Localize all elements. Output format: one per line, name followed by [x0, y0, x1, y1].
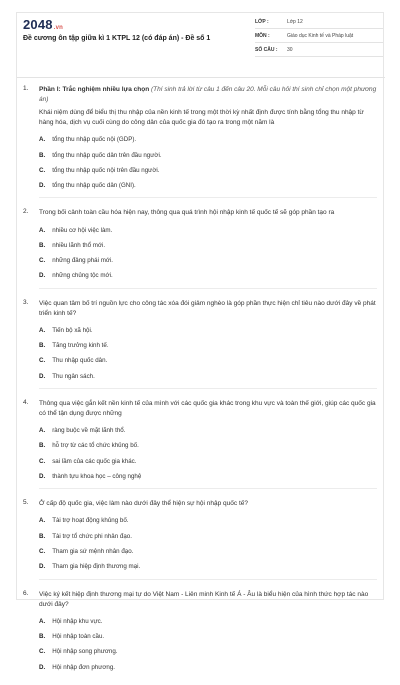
answer-option[interactable]	[39, 353, 212, 368]
answer-option[interactable]	[39, 544, 212, 559]
answer-options	[39, 614, 377, 675]
logo-suffix-text: .vn	[53, 25, 64, 31]
question-divider	[39, 488, 377, 489]
option-text: tổng thu nhập quốc dân trên đầu người.	[52, 151, 162, 159]
option-letter: A.	[39, 427, 46, 435]
site-logo[interactable]	[23, 17, 63, 32]
answer-option[interactable]	[39, 423, 212, 438]
document-header	[17, 13, 385, 75]
option-text: những đảng phái mới.	[52, 257, 114, 265]
option-letter: A.	[39, 326, 46, 334]
answer-option[interactable]	[39, 132, 212, 147]
question-list	[17, 85, 385, 685]
option-letter: B.	[39, 632, 46, 640]
option-letter: D.	[39, 663, 46, 671]
option-letter: C.	[39, 357, 46, 365]
option-letter: D.	[39, 372, 46, 380]
question-divider	[39, 579, 377, 580]
answer-options	[39, 513, 377, 574]
option-letter: A.	[39, 136, 46, 144]
option-text: ràng buộc về mặt lãnh thổ.	[52, 427, 126, 435]
document-title: Đề cương ôn tập giữa kì 1 KTPL 12 (có đáp án) - Đề số 1	[23, 35, 211, 42]
question-text: Trong bối cảnh toàn cầu hóa hiện nay, thông qua quá trình hội nhập kinh tế quốc tế sẽ góp phần tạo ra	[39, 209, 335, 217]
question-item	[17, 85, 385, 198]
question-item	[17, 499, 385, 579]
document-page	[16, 12, 384, 671]
option-letter: C.	[39, 547, 46, 555]
option-letter: C.	[39, 257, 46, 265]
option-text: Hội nhập đơn phương.	[52, 663, 116, 671]
option-text: hỗ trợ từ các tổ chức khủng bố.	[52, 442, 139, 450]
section-instruction: (Thí sinh trả lời từ câu 1 đến câu 20. Mỗi câu hỏi thí sinh chỉ chọn một phương án)	[39, 86, 377, 104]
answer-option[interactable]	[39, 323, 212, 338]
question-heading	[39, 85, 377, 105]
option-letter: D.	[39, 182, 46, 190]
document-meta-table	[255, 15, 383, 57]
question-number: 5.	[23, 499, 29, 507]
answer-option[interactable]	[39, 238, 212, 253]
answer-option[interactable]	[39, 559, 212, 574]
option-text: Hội nhập toàn cầu.	[52, 632, 105, 640]
option-text: Tham gia sứ mệnh nhân đạo.	[52, 547, 134, 555]
meta-value: 30	[287, 46, 293, 53]
question-item	[17, 590, 385, 675]
question-divider	[39, 388, 377, 389]
answer-option[interactable]	[39, 369, 212, 384]
question-number: 3.	[23, 298, 29, 306]
option-letter: C.	[39, 166, 46, 174]
question-item	[17, 208, 385, 288]
option-letter: A.	[39, 617, 46, 625]
answer-option[interactable]	[39, 469, 212, 484]
answer-option[interactable]	[39, 148, 212, 163]
question-divider	[39, 288, 377, 289]
option-text: tổng thu nhập quốc nội (GDP).	[52, 136, 137, 144]
option-text: Tăng trưởng kinh tế.	[52, 342, 109, 350]
question-text: Việc quan tâm bố trí nguồn lực cho công tác xóa đói giảm nghèo là góp phần thực hiện chỉ tiêu nào dưới đây về phát triển kinh tế?	[39, 299, 376, 317]
meta-label: SỐ CÂU :	[255, 46, 278, 53]
meta-row-question-count	[255, 43, 383, 57]
answer-option[interactable]	[39, 178, 212, 193]
question-number: 1.	[23, 85, 29, 92]
answer-option[interactable]	[39, 529, 212, 544]
question-text: Ở cấp độ quốc gia, việc làm nào dưới đây thể hiện sự hội nhập quốc tế?	[39, 500, 248, 508]
header-divider	[17, 77, 385, 78]
option-letter: D.	[39, 473, 46, 481]
option-text: tổng thu nhập quốc nội trên đầu người.	[52, 166, 160, 174]
question-item	[17, 299, 385, 389]
answer-option[interactable]	[39, 644, 212, 659]
option-text: Thu ngân sách.	[52, 372, 95, 380]
option-text: Tiến bộ xã hội.	[52, 326, 93, 334]
question-text: Thông qua việc gắn kết nền kinh tế của mình với các quốc gia khác trong khu vực và toàn thế giới, giúp các quốc gia có thể tận dụng được những	[39, 400, 376, 418]
answer-option[interactable]	[39, 438, 212, 453]
option-text: Thu nhập quốc dân.	[52, 357, 108, 365]
question-number: 6.	[23, 589, 29, 597]
option-letter: B.	[39, 241, 46, 249]
option-letter: B.	[39, 342, 46, 350]
option-text: nhiều cơ hội việc làm.	[52, 226, 113, 234]
option-text: nhiều lãnh thổ mới.	[52, 241, 106, 249]
option-text: tổng thu nhập quốc dân (GNI).	[52, 182, 136, 190]
option-text: Tài trợ hoạt động khủng bố.	[52, 517, 129, 525]
answer-option[interactable]	[39, 513, 212, 528]
answer-option[interactable]	[39, 629, 212, 644]
option-letter: D.	[39, 563, 46, 571]
answer-option[interactable]	[39, 614, 212, 629]
answer-options	[39, 323, 377, 384]
option-text: những chủng tộc mới.	[52, 272, 113, 280]
option-letter: A.	[39, 226, 46, 234]
option-letter: D.	[39, 272, 46, 280]
option-letter: C.	[39, 457, 46, 465]
question-text: Khái niệm dùng để biểu thị thu nhập của nền kinh tế trong một thời kỳ nhất định được tính bằng tổng thu nhập từ hàng hóa, dịch vụ cuối cùng do công dân của quốc gia đó tạo ra trong một năm là	[39, 109, 364, 127]
question-item	[17, 399, 385, 489]
answer-option[interactable]	[39, 338, 212, 353]
option-letter: B.	[39, 442, 46, 450]
answer-option[interactable]	[39, 163, 212, 178]
meta-row-subject	[255, 29, 383, 43]
answer-options	[39, 223, 377, 284]
option-text: Tài trợ tổ chức phi nhân đạo.	[52, 532, 132, 540]
option-letter: A.	[39, 517, 46, 525]
answer-option[interactable]	[39, 660, 212, 675]
section-title: Phần I: Trắc nghiệm nhiều lựa chọn	[39, 86, 150, 93]
answer-option[interactable]	[39, 268, 212, 283]
answer-option[interactable]	[39, 253, 212, 268]
option-text: thành tựu khoa học – công nghệ	[52, 473, 142, 481]
question-text: Việc ký kết hiệp định thương mại tự do Việt Nam - Liên minh Kinh tế Á - Âu là biểu hiện của hình thức hợp tác nào dưới đây?	[39, 590, 369, 608]
option-text: Hội nhập song phương.	[52, 648, 118, 656]
option-text: Hội nhập khu vực.	[52, 617, 103, 625]
answer-option[interactable]	[39, 223, 212, 238]
option-letter: C.	[39, 648, 46, 656]
logo-main-text: 2048	[23, 17, 53, 32]
question-number: 2.	[23, 208, 29, 216]
answer-options	[39, 423, 377, 484]
option-letter: B.	[39, 151, 46, 159]
answer-option[interactable]	[39, 454, 212, 469]
meta-value: Giáo dục Kinh tế và Pháp luật	[287, 32, 354, 39]
answer-options	[39, 132, 377, 193]
meta-value: Lớp 12	[287, 18, 303, 25]
option-text: sai lầm của các quốc gia khác.	[52, 457, 137, 465]
meta-row-class	[255, 15, 383, 29]
meta-label: MÔN :	[255, 32, 270, 39]
meta-label: LỚP :	[255, 18, 269, 25]
option-text: Tham gia hiệp định thương mại.	[52, 563, 141, 571]
question-number: 4.	[23, 399, 29, 406]
question-divider	[39, 197, 377, 198]
option-letter: B.	[39, 532, 46, 540]
